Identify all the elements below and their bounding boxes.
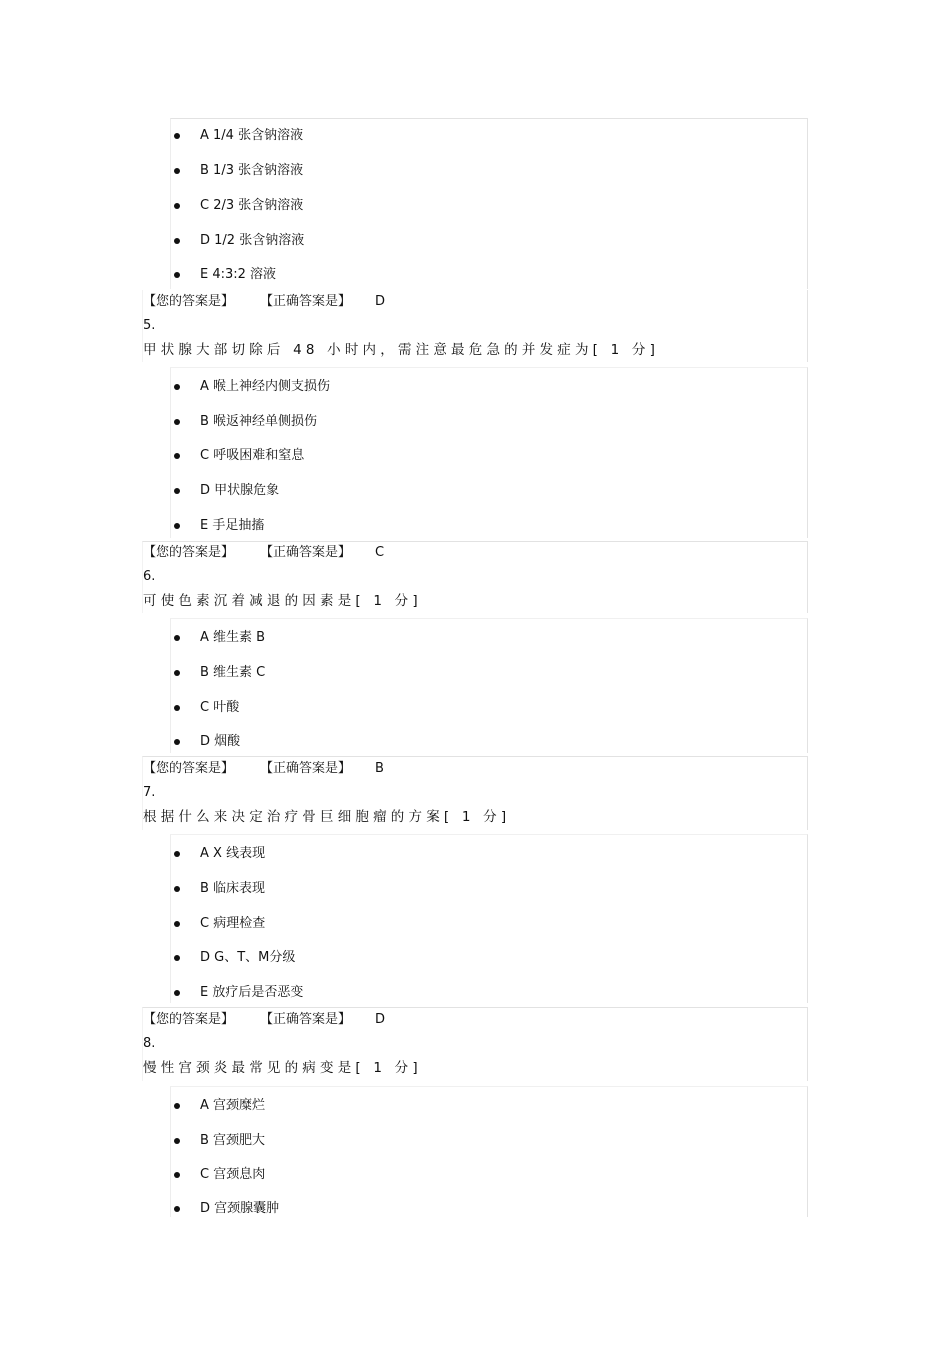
- bullet-icon: [174, 670, 180, 676]
- bullet-icon: [174, 168, 180, 174]
- your-answer-label: 【您的答案是】: [143, 1012, 235, 1027]
- correct-answer-value: C: [375, 545, 385, 560]
- question-number: 5.: [143, 318, 156, 333]
- bullet-icon: [174, 453, 180, 459]
- question-text: 根据什么来决定治疗骨巨细胞瘤的方案[ 1 分]: [143, 809, 511, 825]
- correct-answer-value: B: [375, 761, 384, 776]
- bullet-icon: [174, 705, 180, 711]
- options-box-q4: A 1/4 张含钠溶液 B 1/3 张含钠溶液 C 2/3 张含钠溶液 D 1/2 张含钠溶液 E 4:3:2 溶液: [170, 118, 808, 289]
- correct-answer-label: 【正确答案是】: [260, 1012, 352, 1027]
- question-text: 甲状腺大部切除后 48 小时内，需注意最危急的并发症为[ 1 分]: [143, 342, 660, 358]
- question-text: 慢性宫颈炎最常见的病变是[ 1 分]: [143, 1060, 422, 1076]
- question-number: 7.: [143, 785, 156, 800]
- bullet-icon: [174, 272, 180, 278]
- bullet-icon: [174, 1206, 180, 1212]
- bullet-icon: [174, 488, 180, 494]
- bullet-icon: [174, 851, 180, 857]
- bullet-icon: [174, 955, 180, 961]
- options-box-q7: A X 线表现 B 临床表现 C 病理检查 D G、T、M分级 E 放疗后是否恶变: [170, 834, 808, 1003]
- correct-answer-label: 【正确答案是】: [260, 294, 352, 309]
- bullet-icon: [174, 635, 180, 641]
- question-number: 6.: [143, 569, 156, 584]
- bullet-icon: [174, 384, 180, 390]
- answer-header-q7: [143, 1007, 808, 1081]
- options-box-q8: A 宫颈糜烂 B 宫颈肥大 C 宫颈息肉 D 宫颈腺囊肿: [170, 1086, 808, 1217]
- answer-header-q5: [143, 541, 808, 613]
- correct-answer-value: D: [375, 1012, 386, 1027]
- your-answer-label: 【您的答案是】: [143, 761, 235, 776]
- bullet-icon: [174, 203, 180, 209]
- your-answer-label: 【您的答案是】: [143, 294, 235, 309]
- bullet-icon: [174, 238, 180, 244]
- correct-answer-value: D: [375, 294, 386, 309]
- answer-header-q6: [143, 756, 808, 830]
- bullet-icon: [174, 921, 180, 927]
- bullet-icon: [174, 523, 180, 529]
- your-answer-label: 【您的答案是】: [143, 545, 235, 560]
- bullet-icon: [174, 886, 180, 892]
- question-text: 可使色素沉着减退的因素是[ 1 分]: [143, 593, 422, 609]
- bullet-icon: [174, 1103, 180, 1109]
- answer-header-q4: [143, 290, 808, 314]
- bullet-icon: [174, 739, 180, 745]
- correct-answer-label: 【正确答案是】: [260, 545, 352, 560]
- bullet-icon: [174, 990, 180, 996]
- options-box-q5: A 喉上神经内侧支损伤 B 喉返神经单侧损伤 C 呼吸困难和窒息 D 甲状腺危象 E 手足抽搐: [170, 367, 808, 538]
- bullet-icon: [174, 419, 180, 425]
- bullet-icon: [174, 133, 180, 139]
- bullet-icon: [174, 1172, 180, 1178]
- correct-answer-label: 【正确答案是】: [260, 761, 352, 776]
- options-box-q6: A 维生素 B B 维生素 C C 叶酸 D 烟酸: [170, 618, 808, 753]
- question-number: 8.: [143, 1036, 156, 1051]
- bullet-icon: [174, 1138, 180, 1144]
- question-header-q5: [143, 314, 808, 362]
